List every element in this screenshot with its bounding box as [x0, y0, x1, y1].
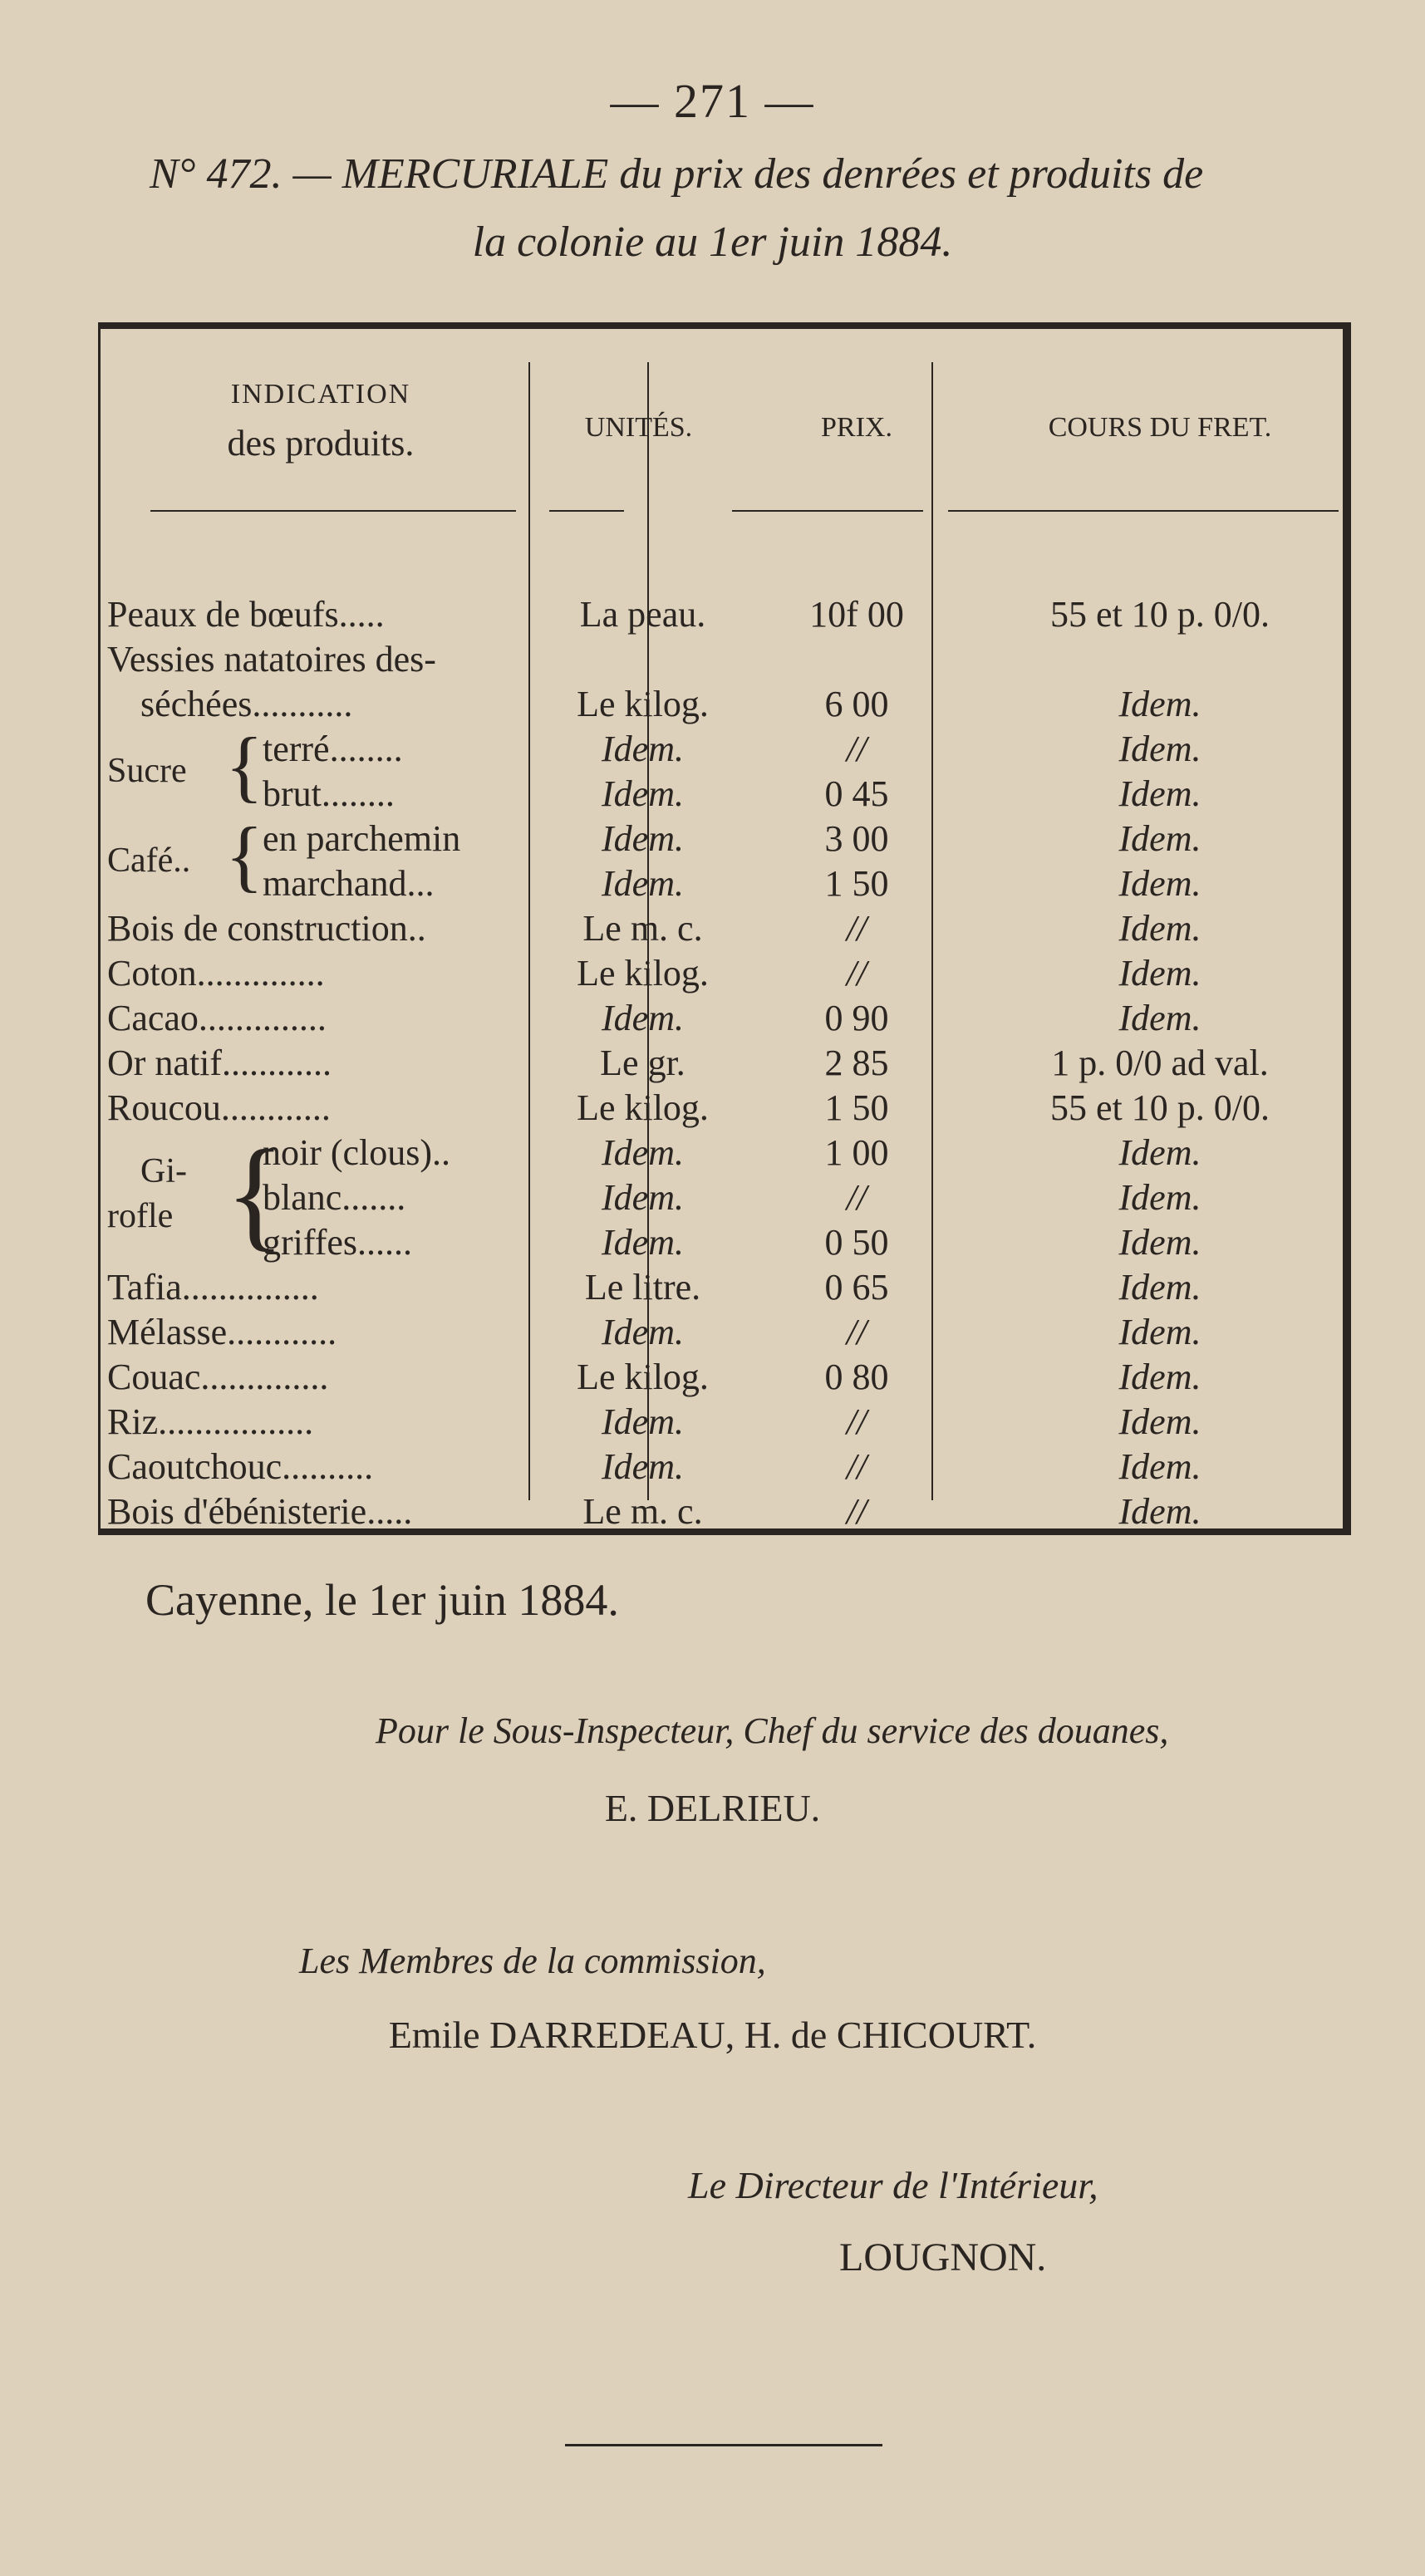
freight: Idem.	[1118, 773, 1201, 814]
price: 0 90	[824, 998, 889, 1038]
product-name: Bois de construction..	[107, 908, 426, 949]
product-name: Mélasse............	[107, 1312, 337, 1352]
price: //	[846, 1491, 867, 1532]
table-row	[101, 1131, 1354, 1178]
signatory-2-names: Emile DARREDEAU, H. de CHICOURT.	[388, 2014, 1037, 2056]
freight: 1 p. 0/0 ad val.	[1051, 1043, 1269, 1083]
unit: La peau.	[579, 594, 706, 635]
freight: Idem.	[1118, 998, 1201, 1038]
unit: Le m. c.	[582, 908, 703, 949]
table-row	[101, 1490, 1354, 1537]
unit: Idem.	[602, 1401, 684, 1442]
product-name: séchées...........	[140, 684, 353, 724]
product-name: Roucou............	[107, 1087, 331, 1128]
unit: Le m. c.	[582, 1491, 703, 1532]
unit: Le litre.	[584, 1267, 701, 1308]
price-table	[98, 322, 1351, 1535]
product-name: brut........	[263, 773, 395, 814]
header-rule	[948, 510, 1339, 512]
freight: Idem.	[1118, 1401, 1201, 1442]
price: 3 00	[824, 818, 889, 859]
brace-cafe: {	[225, 811, 264, 900]
document-title-line2: la colonie au 1er juin 1884.	[472, 218, 953, 266]
price: 1 50	[824, 1087, 889, 1128]
table-row	[101, 1445, 1354, 1492]
product-name: Bois d'ébénisterie.....	[107, 1491, 413, 1532]
unit: Le kilog.	[577, 953, 709, 994]
table-row	[101, 817, 1354, 864]
unit: Le kilog.	[577, 684, 709, 724]
table-row	[101, 1042, 1354, 1088]
header-rule	[549, 510, 624, 512]
freight: Idem.	[1118, 1222, 1201, 1263]
unit: Idem.	[602, 1446, 684, 1487]
freight: Idem.	[1118, 1312, 1201, 1352]
unit: Idem.	[602, 729, 684, 769]
signatory-3-name: LOUGNON.	[839, 2235, 1047, 2279]
freight: Idem.	[1118, 953, 1201, 994]
product-name: Coton..............	[107, 953, 325, 994]
product-name: en parchemin	[263, 818, 461, 859]
table-row	[101, 728, 1354, 774]
freight: 55 et 10 p. 0/0.	[1050, 1087, 1270, 1128]
document-title-line1: N° 472. — MERCURIALE du prix des denrées et produits de	[150, 150, 1204, 198]
signatory-1-role: Pour le Sous-Inspecteur, Chef du service des douanes,	[376, 1710, 1169, 1751]
freight: Idem.	[1118, 1357, 1201, 1397]
product-name: blanc.......	[263, 1177, 406, 1218]
product-name: Or natif............	[107, 1043, 332, 1083]
unit: Le gr.	[600, 1043, 685, 1083]
group-label-girofle-2: rofle	[107, 1197, 174, 1235]
signatory-1-name: E. DELRIEU.	[604, 1787, 821, 1829]
table-row	[101, 997, 1354, 1043]
freight: Idem.	[1118, 1132, 1201, 1173]
freight: Idem.	[1118, 818, 1201, 859]
table-row	[101, 1221, 1354, 1268]
closing-rule	[565, 2444, 882, 2446]
product-name: Caoutchouc..........	[107, 1446, 374, 1487]
product-name: Riz.................	[107, 1401, 314, 1442]
unit: Idem.	[602, 773, 684, 814]
freight: Idem.	[1118, 1177, 1201, 1218]
price: 0 65	[824, 1267, 889, 1308]
unit: Le kilog.	[577, 1357, 709, 1397]
price: //	[846, 1312, 867, 1352]
brace-girofle: {	[225, 1125, 285, 1263]
header-prix: PRIX.	[821, 412, 892, 443]
table-row	[101, 683, 1354, 729]
price: //	[846, 729, 867, 769]
product-name: Peaux de bœufs.....	[107, 594, 385, 635]
header-rule	[732, 510, 923, 512]
table-row	[101, 593, 1354, 640]
table-row	[101, 1176, 1354, 1223]
freight: Idem.	[1118, 684, 1201, 724]
unit: Idem.	[602, 1177, 684, 1218]
brace-sucre: {	[225, 721, 264, 810]
product-name: Couac..............	[107, 1357, 329, 1397]
price: //	[846, 953, 867, 994]
price: 1 50	[824, 863, 889, 904]
product-name: terré........	[263, 729, 403, 769]
freight: Idem.	[1118, 1491, 1201, 1532]
table-row	[101, 862, 1354, 909]
price: //	[846, 1401, 867, 1442]
place-date: Cayenne, le 1er juin 1884.	[145, 1575, 619, 1625]
table-row	[101, 907, 1354, 954]
price: 6 00	[824, 684, 889, 724]
table-row	[101, 638, 1354, 684]
price: //	[846, 908, 867, 949]
signatory-3-role: Le Directeur de l'Intérieur,	[688, 2164, 1098, 2206]
freight: Idem.	[1118, 1446, 1201, 1487]
freight: Idem.	[1118, 729, 1201, 769]
header-cours-fret: COURS DU FRET.	[1048, 412, 1272, 443]
product-name: noir (clous)..	[263, 1132, 451, 1173]
table-row	[101, 1356, 1354, 1402]
freight: 55 et 10 p. 0/0.	[1050, 594, 1270, 635]
product-name: Tafia...............	[107, 1267, 319, 1308]
unit: Idem.	[602, 1312, 684, 1352]
price: 1 00	[824, 1132, 889, 1173]
price: 0 50	[824, 1222, 889, 1263]
signatory-2-role: Les Membres de la commission,	[299, 1941, 766, 1981]
table-row	[101, 1266, 1354, 1313]
table-row	[101, 1401, 1354, 1447]
freight: Idem.	[1118, 863, 1201, 904]
header-indication: INDICATION	[230, 379, 411, 410]
group-label-cafe: Café..	[107, 841, 191, 880]
group-label-sucre: Sucre	[107, 752, 187, 790]
price: 2 85	[824, 1043, 889, 1083]
price: 10f 00	[809, 594, 904, 635]
unit: Idem.	[602, 998, 684, 1038]
product-name: griffes......	[263, 1222, 413, 1263]
unit: Idem.	[602, 1132, 684, 1173]
header-produits: des produits.	[227, 423, 415, 464]
price: //	[846, 1446, 867, 1487]
product-name: Vessies natatoires des-	[107, 639, 436, 680]
table-row	[101, 1087, 1354, 1133]
page-number: — 271 —	[610, 74, 815, 128]
unit: Idem.	[602, 1222, 684, 1263]
freight: Idem.	[1118, 908, 1201, 949]
price: 0 45	[824, 773, 889, 814]
table-row	[101, 1311, 1354, 1357]
unit: Idem.	[602, 818, 684, 859]
table-row	[101, 952, 1354, 999]
table-row	[101, 773, 1354, 819]
group-label-girofle-1: Gi-	[140, 1152, 187, 1190]
price: 0 80	[824, 1357, 889, 1397]
product-name: Cacao..............	[107, 998, 327, 1038]
unit: Le kilog.	[577, 1087, 709, 1128]
unit: Idem.	[602, 863, 684, 904]
freight: Idem.	[1118, 1267, 1201, 1308]
header-unites: UNITÉS.	[584, 412, 693, 443]
header-rule	[150, 510, 516, 512]
price: //	[846, 1177, 867, 1218]
product-name: marchand...	[263, 863, 435, 904]
